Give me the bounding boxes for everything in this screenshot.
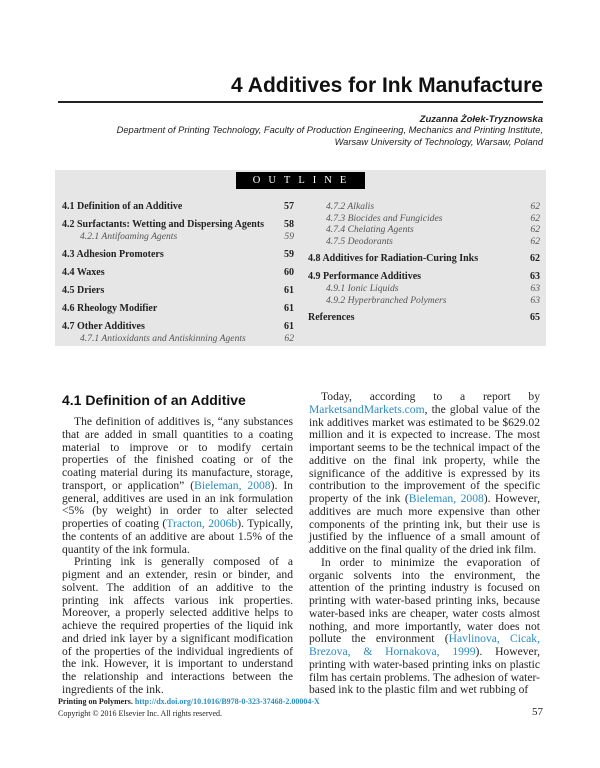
outline-entry-page: 61 [284,302,294,314]
text: ). However, additives are much more expensive than other components of the printing ink, but their use is justified by the influence of a small amount of additive on the final quality of the dried ink film. [309,492,540,556]
citation-link[interactable]: Bieleman, 2008 [194,478,271,492]
footer-source [58,697,320,706]
outline-entry-title: 4.3 Adhesion Promoters [62,248,164,260]
outline-entry[interactable] [308,236,540,248]
outline-entry[interactable] [308,253,540,265]
outline-entry-page: 60 [284,266,294,278]
outline-entry[interactable] [62,219,294,231]
author-affiliation [117,125,543,148]
citation-link[interactable]: Tracton, 2006b [166,517,238,530]
outline-entry-page: 61 [284,284,294,296]
outline-entry[interactable] [62,249,294,261]
outline-entry-title: 4.7.2 Alkalis [326,201,375,212]
outline-entry-title: 4.7.5 Deodorants [326,235,393,247]
text: ). Typically, the contents of an additive are about 1.5% of the quantity of the ink formula. [62,517,293,556]
outline-entry-title: 4.7 Other Additives [62,320,145,332]
text: ). In general, additives are used in an ink formulation <5% (by weight) in order to alter selected properties of coating ( [62,478,293,530]
text: Today, according to a report by [321,390,540,403]
paragraph [309,557,540,697]
paragraph [309,391,540,557]
outline-entry[interactable] [62,285,294,297]
text: , the global value of the ink additives market was estimated to be $629.02 million and it is expected to increase. The most important seems to be the technical impact of the additive on the final ink property, while the significance of the additive is expressed by its contribution to the improvement of the specific property of the ink ( [309,402,540,505]
outline-entry[interactable] [62,303,294,315]
outline-entry-page: 62 [530,212,540,224]
outline-entry[interactable] [308,224,540,236]
author-name: Zuzanna Żołek-Tryznowska [419,114,543,125]
affiliation-line: Department of Printing Technology, Faculty of Production Engineering, Mechanics and Printing Institute, [116,125,543,135]
outline-entry[interactable] [62,267,294,279]
outline-entry-title: 4.2.1 Antifoaming Agents [80,231,178,242]
outline-entry-title: 4.7.3 Biocides and Fungicides [326,212,443,224]
outline-entry[interactable] [308,201,540,213]
outline-entry-page: 57 [284,201,294,212]
copyright: Copyright © 2016 Elsevier Inc. All rights reserved. [58,709,223,718]
outline-entry[interactable] [62,333,294,345]
outline-entry-title: 4.1 Definition of an Additive [62,201,183,212]
outline-entry-title: 4.9 Performance Additives [308,271,422,282]
page-number: 57 [532,706,543,718]
section-heading: 4.1 Definition of an Additive [62,392,246,408]
outline-entry-title: 4.2 Surfactants: Wetting and Dispersing Agents [62,219,265,230]
text: The definition of additives is, “any substances that are added in small quantities to a coating material to improve or to modify certain properties of the finished coating or of the coating material during its manufacture, storage, transport, or application” ( [62,415,293,492]
paragraph: Printing ink is generally composed of a pigment and an extender, resin or binder, and solvent. The addition of an additive to the printing ink affects various ink properties. Moreover, a properly selected additive helps to achieve the required properties of the liquid ink and dried ink layer by a significant modification of the properties of the individual ingredients of the ink. However, it is important to understand the relationship and interactions between the ingredients of the ink. [62,555,293,696]
outline-entry-page: 65 [530,312,540,323]
outline-entry-page: 63 [530,271,540,282]
right-column [309,391,540,697]
citation-link[interactable]: Bieleman, 2008 [408,492,484,505]
outline-entry-page: 62 [530,201,540,212]
text: In order to minimize the evaporation of organic solvents into the environment, the attention of the printing industry is focused on printing with water-based printing inks, because water-based inks are cheaper, water costs almost nothing, and more importantly, water does not pollute the environment ( [309,555,540,646]
outline-entry-page: 59 [284,231,294,242]
outline-entry-title: 4.4 Waxes [62,266,105,278]
outline-entry-title: 4.8 Additives for Radiation-Curing Inks [308,253,479,264]
outline-entry[interactable] [308,271,540,283]
outline-label: OUTLINE [236,172,365,189]
outline-right-column [308,201,540,324]
outline-entry-title: 4.9.1 Ionic Liquids [326,283,399,294]
outline-entry-page: 63 [530,283,540,294]
outline-box [55,170,546,346]
outline-entry[interactable] [308,283,540,295]
outline-left-column [62,201,294,344]
paragraph [62,416,293,556]
outline-entry-page: 58 [284,219,294,230]
outline-entry[interactable] [62,231,294,243]
outline-entry-title: 4.7.1 Antioxidants and Antiskinning Agents [80,332,246,344]
chapter-title: 4 Additives for Ink Manufacture [231,74,543,97]
outline-entry-title: 4.6 Rheology Modifier [62,302,158,314]
marketsandmarkets-link[interactable]: MarketsandMarkets.com [309,402,425,416]
citation-link[interactable]: Havlinova, Cicak, Brezova, & Hornakova, 1999 [309,632,540,658]
outline-entry[interactable] [62,201,294,213]
outline-entry-page: 61 [284,320,294,332]
outline-entry-page: 62 [530,235,540,247]
outline-entry[interactable] [308,312,540,324]
outline-entry-page: 62 [530,253,540,264]
outline-entry-title: 4.9.2 Hyperbranched Polymers [326,294,447,306]
outline-entry-page: 62 [284,332,294,344]
outline-entry-page: 59 [284,248,294,260]
outline-entry[interactable] [62,321,294,333]
outline-entry[interactable] [308,295,540,307]
outline-entry[interactable] [308,213,540,225]
affiliation-line: Warsaw University of Technology, Warsaw, Poland [334,136,543,147]
left-column [62,416,293,697]
title-rule [58,101,543,103]
book-title: Printing on Polymers. [58,697,133,706]
outline-entry-title: 4.5 Driers [62,284,105,296]
text: ). However, printing with water-based printing inks on plastic film has certain problems. The adhesion of water-based ink to the plastic film and wet rubbing of [309,645,540,697]
outline-entry-title: 4.7.4 Chelating Agents [326,224,414,235]
doi-link[interactable]: http://dx.doi.org/10.1016/B978-0-323-37468-2.00004-X [134,697,320,706]
outline-entry-page: 63 [530,294,540,306]
outline-entry-page: 62 [530,224,540,235]
outline-entry-title: References [308,312,355,323]
